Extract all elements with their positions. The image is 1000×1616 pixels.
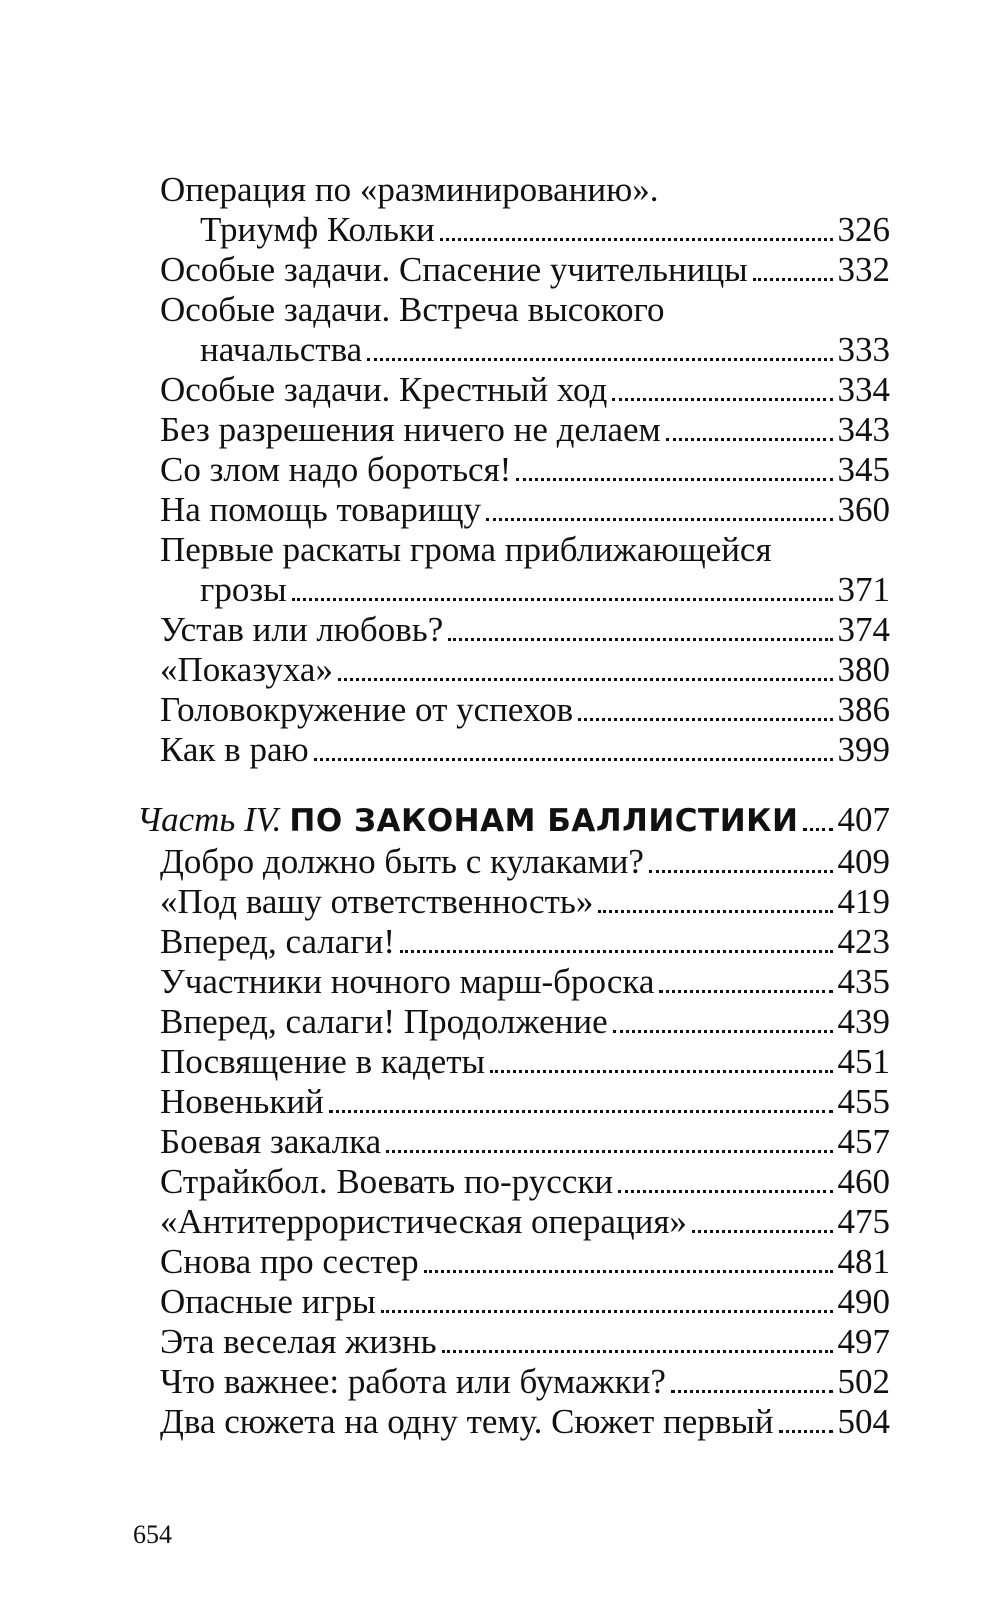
entry-title: Вперед, салаги! Продолжение <box>160 1002 608 1041</box>
toc-entry <box>160 842 890 882</box>
toc-entry <box>160 730 890 770</box>
entry-title: Особые задачи. Крестный ход <box>160 370 608 409</box>
entry-page-number: 455 <box>837 1082 890 1121</box>
toc-entry <box>160 1082 890 1122</box>
entry-title: Что важнее: работа или бумажки? <box>160 1362 666 1401</box>
entry-title: Эта веселая жизнь <box>160 1322 437 1361</box>
entry-title: Особые задачи. Спасение учительницы <box>160 250 748 289</box>
entry-page-number: 409 <box>837 842 890 881</box>
part-title: ПО ЗАКОНАМ БАЛЛИСТИКИ <box>289 803 799 839</box>
entry-title: Вперед, салаги! <box>160 922 396 961</box>
toc-entry <box>160 450 890 490</box>
entry-page-number: 343 <box>837 410 890 449</box>
entry-title: Новенький <box>160 1082 324 1121</box>
entry-page-number: 435 <box>837 962 890 1001</box>
entry-page-number: 457 <box>837 1122 890 1161</box>
dot-leader <box>753 278 833 281</box>
entry-page-number: 502 <box>837 1362 890 1401</box>
toc-entry <box>160 1162 890 1202</box>
dot-leader <box>612 398 832 401</box>
dot-leader <box>400 950 832 953</box>
dot-leader <box>338 678 833 681</box>
entry-page-number: 423 <box>837 922 890 961</box>
dot-leader <box>666 438 833 441</box>
entry-page-number: 490 <box>837 1282 890 1321</box>
dot-leader <box>649 870 833 873</box>
toc-entry <box>160 922 890 962</box>
entry-title-line-1: Особые задачи. Встреча высокого <box>160 290 665 329</box>
entry-title: «Антитеррористическая операция» <box>160 1202 687 1241</box>
entry-page-number: 345 <box>837 450 890 489</box>
dot-leader <box>578 718 832 721</box>
dot-leader <box>314 758 833 761</box>
toc-entry <box>160 1282 890 1322</box>
entry-title-line-2: Триумф Кольки <box>200 210 435 249</box>
entry-title-line-2: начальства <box>200 330 363 369</box>
dot-leader <box>618 1190 832 1193</box>
entry-page-number: 497 <box>837 1322 890 1361</box>
dot-leader <box>671 1390 833 1393</box>
entry-title: Посвящение в кадеты <box>160 1042 486 1081</box>
dot-leader <box>329 1110 833 1113</box>
toc-entry <box>160 410 890 450</box>
entry-page-number: 334 <box>837 370 890 409</box>
entry-title: Два сюжета на одну тему. Сюжет первый <box>160 1402 774 1441</box>
entry-title: «Под вашу ответственность» <box>160 882 594 921</box>
entry-page-number: 481 <box>837 1242 890 1281</box>
entry-page-number: 333 <box>837 330 890 369</box>
dot-leader <box>442 1350 833 1353</box>
entry-page-number: 380 <box>837 650 890 689</box>
dot-leader <box>367 358 832 361</box>
toc-entry <box>160 490 890 530</box>
dot-leader <box>516 478 832 481</box>
entry-page-number: 374 <box>837 610 890 649</box>
toc-entry <box>160 1122 890 1162</box>
toc-entry <box>160 1002 890 1042</box>
entry-title: Опасные игры <box>160 1282 376 1321</box>
dot-leader <box>292 598 833 601</box>
toc-entry <box>160 1322 890 1362</box>
entry-title: Добро должно быть с кулаками? <box>160 842 644 881</box>
dot-leader <box>490 1070 832 1073</box>
entry-title: Страйкбол. Воевать по-русски <box>160 1162 614 1201</box>
toc-entry <box>160 1242 890 1282</box>
dot-leader <box>613 1030 833 1033</box>
entry-page-number: 460 <box>837 1162 890 1201</box>
dot-leader <box>386 1150 832 1153</box>
entry-title-line-1: Операция по «разминированию». <box>160 170 659 209</box>
toc-entry <box>160 370 890 410</box>
part-page-number: 407 <box>837 800 890 839</box>
entry-page-number: 399 <box>837 730 890 769</box>
toc-entry <box>160 290 890 370</box>
toc-entry <box>160 530 890 610</box>
entry-title: Без разрешения ничего не делаем <box>160 410 661 449</box>
toc-entry <box>160 610 890 650</box>
dot-leader <box>440 238 833 241</box>
page-folio-number: 654 <box>133 1520 172 1549</box>
entry-page-number: 451 <box>837 1042 890 1081</box>
entry-page-number: 419 <box>837 882 890 921</box>
entry-title: Снова про сестер <box>160 1242 419 1281</box>
dot-leader <box>424 1270 833 1273</box>
entry-title: Боевая закалка <box>160 1122 382 1161</box>
entry-title: «Показуха» <box>160 650 333 689</box>
dot-leader <box>779 1430 833 1433</box>
toc-entry <box>160 1362 890 1402</box>
dot-leader <box>598 910 832 913</box>
toc-entry <box>160 1202 890 1242</box>
entry-title-line-1: Первые раскаты грома приближающейся <box>160 530 772 569</box>
part-heading <box>137 800 890 840</box>
entry-title: Участники ночного марш-броска <box>160 962 655 1001</box>
toc-entry <box>160 170 890 250</box>
toc-entry <box>160 250 890 290</box>
entry-page-number: 332 <box>837 250 890 289</box>
toc-entry <box>160 882 890 922</box>
entry-title: Устав или любовь? <box>160 610 444 649</box>
entry-page-number: 475 <box>837 1202 890 1241</box>
entry-title: На помощь товарищу <box>160 490 482 529</box>
entry-page-number: 386 <box>837 690 890 729</box>
entry-title: Со злом надо бороться! <box>160 450 512 489</box>
dot-leader <box>659 990 832 993</box>
entry-page-number: 360 <box>837 490 890 529</box>
entry-title: Головокружение от успехов <box>160 690 574 729</box>
dot-leader <box>381 1310 833 1313</box>
part-label: Часть IV. <box>137 800 282 839</box>
toc-entry <box>160 1042 890 1082</box>
dot-leader <box>803 828 832 831</box>
entry-page-number: 371 <box>837 570 890 609</box>
dot-leader <box>448 638 832 641</box>
entry-title: Как в раю <box>160 730 309 769</box>
entry-page-number: 504 <box>837 1402 890 1441</box>
entry-title-line-2: грозы <box>200 570 287 609</box>
entry-page-number: 439 <box>837 1002 890 1041</box>
dot-leader <box>486 518 832 521</box>
dot-leader <box>692 1230 833 1233</box>
toc-entry <box>160 1402 890 1442</box>
toc-entry <box>160 690 890 730</box>
entry-page-number: 326 <box>837 210 890 249</box>
toc-entry <box>160 962 890 1002</box>
toc-entry <box>160 650 890 690</box>
